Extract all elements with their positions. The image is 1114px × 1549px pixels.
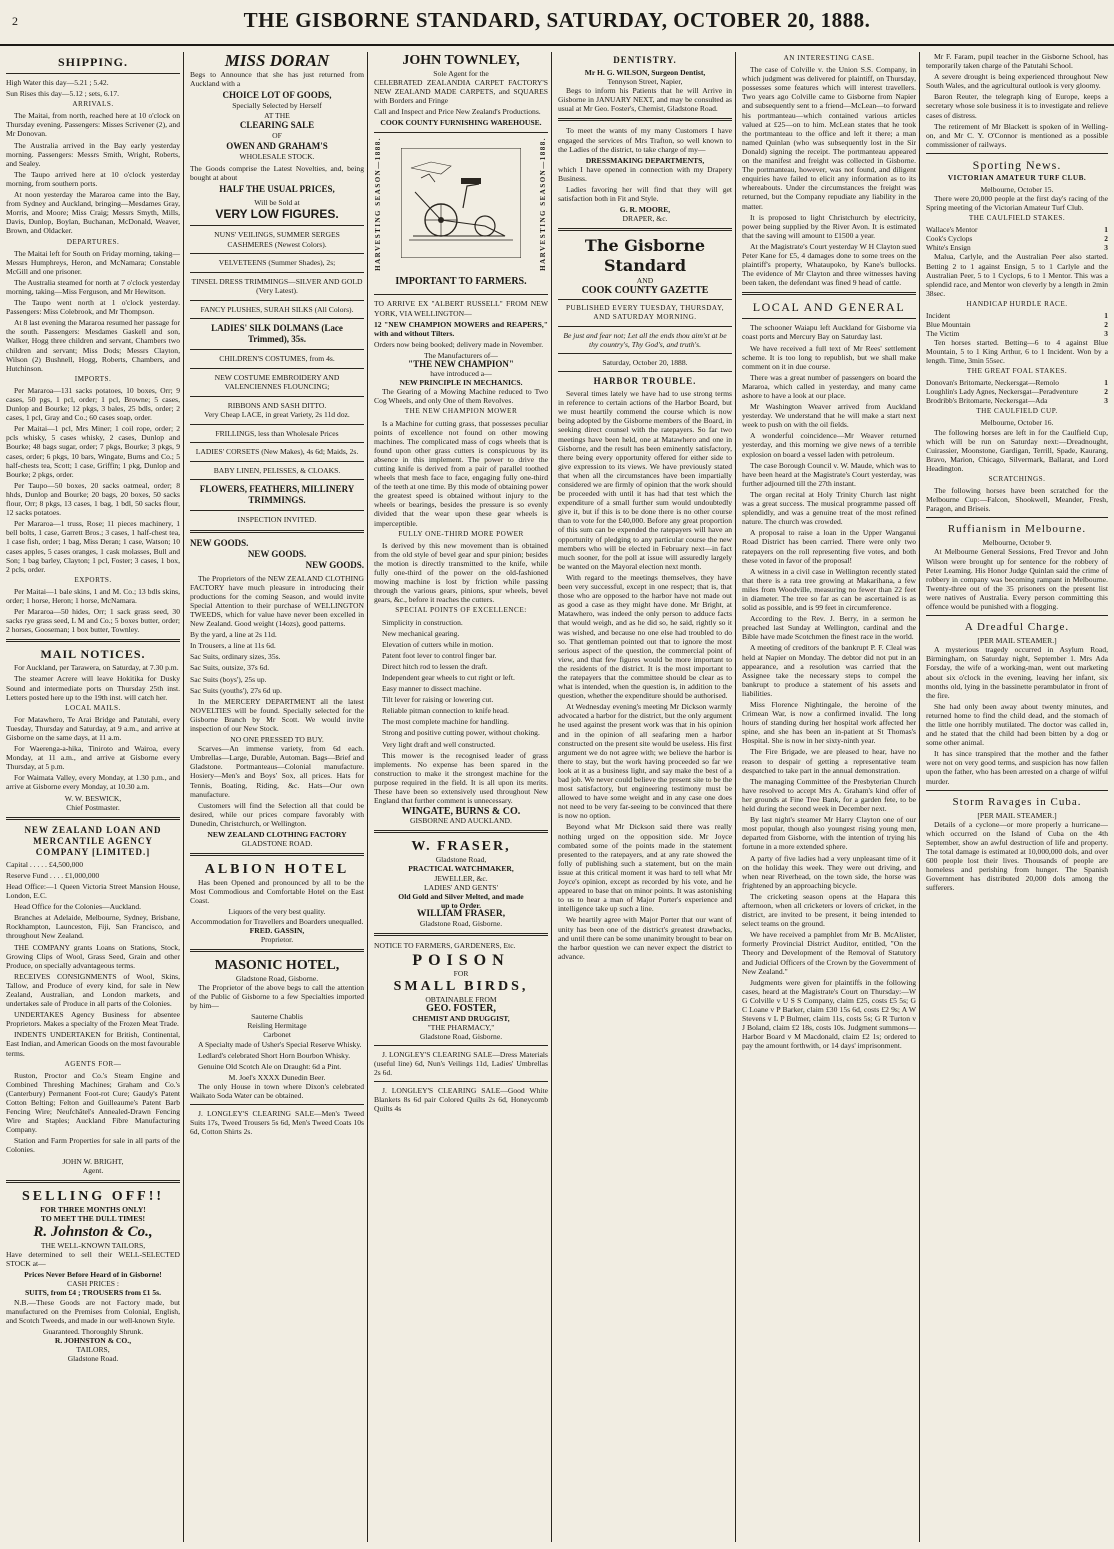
special-point: Simplicity in construction. <box>382 617 463 627</box>
fraser-ladies: LADIES' AND GENTS' <box>423 882 499 892</box>
doran-intro: Begs to Announce that she has just returned from Auckland with a <box>190 70 364 89</box>
doran-half: HALF THE USUAL PRICES, <box>219 184 335 195</box>
horse-place: 2 <box>1104 319 1108 329</box>
selling-cash: CASH PRICES : <box>67 1279 119 1289</box>
local-item: A witness in a civil case in Wellington recently stated that there is a rata tree growing at Makarihana, a few miles from Woodville, measuring no fewer than 22 feet in diameter. The tree so far as can be ascertained is as solid as possible, and is 99 feet in circumference. <box>742 566 916 613</box>
horse-name: Incident <box>926 310 951 320</box>
loan-body: INDENTS UNDERTAKEN for British, Continental, East Indian, and American Goods on the most favourable terms. <box>6 1030 180 1058</box>
johnston-trade: TAILORS, <box>76 1344 110 1354</box>
local-item: We have received a full text of Mr Rees' settlement scheme. It is too long to republish, but we shall make comment on it in due course. <box>742 343 916 371</box>
selling-nb: N.B.—These Goods are not Factory made, but manufactured on the Premises from Colonial, English, and Scotch Tweeds, and made in our well-known Style. <box>6 1297 180 1325</box>
selling-body: Have determined to sell their WELL-SELECTED STOCK at— <box>6 1250 180 1269</box>
local-item: The managing Committee of the Presbyterian Church have resolved to accept Mrs A. Graham's kind offer of her grounds at Fine Tree Bank, for a garden fete, to be held during the second week in December next. <box>742 776 916 814</box>
new-goods-price: In Trousers, a line at 11s 6d. <box>190 641 276 651</box>
moore-body: To meet the wants of my many Customers I have engaged the services of Mrs Trafton, so well known to the Ladies of the district, to take charge of my— <box>558 126 732 154</box>
local-item: The Fire Brigade, we are pleased to hear, have no reason to despair of getting a representative team despatched to take part in the annual demonstration. <box>742 747 916 775</box>
gazette-date: Saturday, October 20, 1888. <box>602 357 688 367</box>
fraser-order: up to Order. <box>440 900 481 910</box>
departures-heading: DEPARTURES. <box>66 237 120 246</box>
charge-heading: A Dreadful Charge. <box>964 621 1070 634</box>
albion-proprietor: Proprietor. <box>260 934 294 944</box>
case-paragraph: The case of Colville v. the Union S.S. Company, in which judgment was delivered for plaintiff, on Thursday, possesses some features which will interest travellers. Two years ago Colville came to Gisborne from Napier and subsequently sent to a friend—McLean—to forward his portmanteau—which contained various articles valued at £25—on to him. McLean states that he took the portmanteau to the office and left it there; a man named Quinlan (who was subsequently lost in the Sir Donald) signing the receipt. The portmanteau appeared on the manifest and freight was collected in Gisborne. The portmanteau, however, was not found, and diligent enquiries have failed to elicit any information as to its whereabouts. Under the circumstances the freight was returned, but the Company repudiate any liability in the matter. <box>742 65 916 211</box>
masthead <box>0 0 1114 46</box>
longley-sale: J. LONGLEY'S CLEARING SALE—Men's Tweed Suits 17s, Tweed Trousers 5s 6d, Men's Tweed Coats 10s 6d, Cotton Shirts 2s. <box>190 1109 364 1137</box>
horse-place: 1 <box>1104 310 1108 320</box>
fraser-gold: Old Gold and Silver Melted, and made <box>398 891 524 901</box>
divider <box>190 949 364 952</box>
hurdle-results <box>926 311 1108 338</box>
imports-heading: IMPORTS. <box>74 374 112 383</box>
masthead-title: THE GISBORNE STANDARD, SATURDAY, OCTOBER 20, 1888. <box>243 8 871 32</box>
selling-off-heading: SELLING OFF!! <box>21 1188 165 1204</box>
gazette-published: PUBLISHED EVERY TUESDAY, THURSDAY, AND SATURDAY MORNING. <box>565 303 725 321</box>
page-number: 2 <box>12 14 18 28</box>
import-item: Per Taupo—50 boxes, 20 sacks oatmeal, order; 8 hhds, Dunlop and Bourke; 20 bags, 20 boxes, 50 sacks flour, Orr; 8 pkgs, 13 cases, 1 bag, 1 bdl, 50 sacks flour, 12 sacks potatoes. <box>6 480 180 518</box>
agent-name: JOHN W. BRIGHT, <box>62 1156 124 1166</box>
horse-place: 3 <box>1104 396 1108 406</box>
albion-body: Has been Opened and pronounced by all to be the Most Commodious and Comfortable Hotel on the East Coast. <box>190 878 364 906</box>
local-mails-heading: LOCAL MAILS. <box>65 703 121 712</box>
loan-body: Head Office for the Colonies—Auckland. <box>14 902 142 912</box>
harbor-paragraph: Beyond what Mr Dickson said there was really nothing urged on the opposition side. Mr Joyce combated some of the points made in the statement presented to the ratepayers, and at any rate showed the folly of publishing such a statement, but on the main issue at this critical moment it was hard to tell what Mr Joyce's opinion, except as recorded by his vote, and he appeared to base that on minor points. It was astonishing to us to hear a man of Major Porter's experience and intelligence take up such a line. <box>558 822 732 914</box>
foster-pharmacy: "THE PHARMACY," <box>427 1022 495 1032</box>
mail-notices-heading: MAIL NOTICES. <box>40 647 146 662</box>
doran-line: OWEN AND GRAHAM'S <box>226 140 328 151</box>
local-item: The organ recital at Holy Trinity Church last night was a great success. The musical programme passed off splendidly, and was a genuine treat of the most refined nature. The church was crowded. <box>742 489 916 527</box>
horse-place: 1 <box>1104 225 1108 235</box>
export-item: Per Maitai—1 bale skins, 1 and M. Co.; 13 bdls skins, order; 1 horse, Heron; 1 horse, McNamara. <box>6 586 180 605</box>
arrival-item: The Australia arrived in the Bay early yesterday morning. Passengers: Messrs Smith, Wright, Roberts, and Sealey. <box>6 140 180 168</box>
postmaster-name: W. W. BESWICK, <box>64 793 122 803</box>
manufacturers-line: The Manufacturers of— <box>424 350 498 360</box>
caulfield-cup-body: The following horses are left in for the Caulfield Cup, which will be run on Saturday next:—Dreadnought, Cuirassier, Moonstone, Gardigan, Terrill, Spade, Kaurang, Bravo, Marion, Chicago, Silvermark, Ballarat, and Lord Headington. <box>926 427 1108 473</box>
albion-liquors: Liquors of the very best quality. <box>228 907 326 917</box>
special-point: Elevation of cutters while in motion. <box>382 639 494 649</box>
mower-final: This mower is the recognised leader of grass implements. No expense has been spared in the construction to make it the strongest machine for the purpose required in the field. It is all upon its merits. These have been so extensively used throughout New England that further comment is unnecessary. <box>374 750 548 806</box>
moore-connection: which I have opened in connection with my Drapery Business. <box>558 164 732 183</box>
doran-item: CASHMERES (Newest Colors). <box>227 239 327 249</box>
local-item: A meeting of creditors of the bankrupt P. F. Cleal was held at Napier on Monday. The debtor did not put in an appearance, and a resolution was carried that the Assignee take the necessary steps to compel the bankrupt to produce a statement of his assets and liabilities. <box>742 643 916 698</box>
doran-item: CHILDREN'S COSTUMES, from 4s. <box>219 354 335 364</box>
townley-call: Call and Inspect and Price New Zealand's Productions. <box>374 107 541 117</box>
masonic-wine: Reisling Hermitage <box>247 1021 307 1031</box>
scratchings-body: The following horses have been scratched for the Melbourne Cup:—Falcon, Shookwell, Meander, Fresh, Paragon, and Briseis. <box>926 486 1108 514</box>
new-goods-price: Sac Suits, ordinary sizes, 35s. <box>190 652 281 662</box>
horse-name: White's Ensign <box>926 243 971 253</box>
dentist-address: Tennyson Street, Napier, <box>607 77 683 87</box>
longley-sale: J. LONGLEY'S CLEARING SALE—Dress Materials (useful line) 6d, Nun's Veilings 11d, Ladies' Umbrellas 2s 6d. <box>374 1049 548 1077</box>
arrivals-heading: ARRIVALS. <box>72 100 114 109</box>
column-rule <box>367 52 368 1542</box>
horse-name: Wallace's Mentor <box>926 225 978 235</box>
import-item: Per Mararoa—1 truss, Rose; 11 pieces machinery, 1 bell bolts, 1 case, Garrett Bros.; 3 cases, 1 half-chest tea, 1 case fish, order; 1 bag, Miss Deran; 1 case, Watson; 10 cases apples, 5 cases oranges, 1 cask molasses, Bull and Son; 1 bag barley, Clayton; 1 pcl, Foster; 3 cases, 1 box, 2 pcls, order. <box>6 519 180 574</box>
masonic-footer: The only House in town where Dixon's celebrated Waikato Soda Water can be obtained. <box>190 1081 364 1100</box>
champion-gearing: The Gearing of a Mowing Machine reduced to Two Cog Wheels, and only One of them Revolves. <box>374 387 548 406</box>
horse-name: Cook's Cyclops <box>926 234 973 244</box>
masonic-wine: Carbonet <box>263 1030 291 1040</box>
loan-body: THE COMPANY grants Loans on Stations, Stock, Growing Clips of Wool, Grass Seed, Grain and other Produce, on specially advantageous terms. <box>6 942 180 970</box>
caulfield-cup-heading: THE CAULFIELD CUP. <box>976 407 1058 416</box>
doran-line: AT THE <box>264 110 290 120</box>
export-item: Per Mararoa—50 hides, Orr; 1 sack grass seed, 30 sacks rye grass seed, L M and Co.; 5 boxes butter, order; 2 horses, Gooseman; 1 box butter, Townley. <box>6 607 180 635</box>
doran-item: FANCY PLUSHES, SURAH SILKS (All Colors). <box>200 304 354 314</box>
divider <box>6 1180 180 1183</box>
special-point: Reliable pitman connection to knife head. <box>382 706 509 716</box>
doran-item: LADIES' CORSETS (New Makes), 4s 6d; Maids, 2s. <box>195 447 359 457</box>
agents-body: Ruston, Proctor and Co.'s Steam Engine and Combined Threshing Machines; Graham and Co.'s (Canterbury) Permanent Foot-rot Cure; Gaudy's Patent Cotton Belting; Felton and Guilleaume's Patent Barb Fencing Wire; Neufchâtel's Annealed-Drawn Fencing Wire and Staples; Auckland Fibre Manufacturing Company. <box>6 1070 180 1135</box>
doran-item: NEW COSTUME EMBROIDERY AND VALENCIENNES FLOUNCING; <box>214 372 340 392</box>
departure-item: At 8 last evening the Mararoa resumed her passage for the south. Passengers: Mesdames Gaskell and son, Walker, Hogg three children and servant, Chambers two children and servant; Miss Dods; Messrs Clayton, Wilson (2) Bushnell, Hogg, Roberts, Chambers, and Hutchinson. <box>6 318 180 373</box>
champion-principle: NEW PRINCIPLE IN MECHANICS. <box>399 378 523 388</box>
column-1 <box>6 52 180 1542</box>
import-item: Per Maitai—1 pcl, Mrs Miner; 1 coil rope, order; 2 pcls whisky, 5 cases whisky, 2 cases, Dunlop and Bourke; 48 bags sugar, order; 7 pkgs, Bourke; 3 pkgs, 9 cases, order; 6 pkgs, 10 bars, Wingate, Burns and Co.; 5 half-chests tea, Scott; 1 case, Griffin; 1 pkg, Dunlop and Bourke; 2 pkgs, order. <box>6 424 180 479</box>
loan-company-heading: NEW ZEALAND LOAN AND MERCANTILE AGENCY COMPANY [LIMITED.] <box>24 824 162 857</box>
albion-sign: FRED. GASSIN, <box>249 925 305 935</box>
townley-house: COOK COUNTY FURNISHING WAREHOUSE. <box>380 118 542 128</box>
exports-heading: EXPORTS. <box>74 575 112 584</box>
harvest-label-right: HARVESTING SEASON—1888. <box>538 136 547 271</box>
harbor-paragraph: At Wednesday evening's meeting Mr Dickson warmly advocated a harbor for the district, but the only argument he used against the present work was that in his opinion and in the opinion of all seafaring men a harbor constructed on the present site would be useless. His first argument we do not agree with; we believe the harbor is there to stay, but the work having proceeded so far we look at it as a business light, and say make the best of a bad job. We never could believe the present site to be the most satisfactory, but engineering testimony must be allowed to have some weight and in any case one does not need to be very far-seeing to be convinced that there is now no option. <box>558 702 732 821</box>
poison-for: FOR <box>453 969 469 979</box>
new-goods-price: By the yard, a line at 2s 11d. <box>190 630 277 640</box>
special-point: Patent foot lever to control finger bar. <box>382 650 497 660</box>
mail-item: For Auckland, per Tarawera, on Saturday, at 7.30 p.m. <box>14 663 179 673</box>
local-item: Judgments were given for plaintiffs in the following cases, heard at the Magistrate's Court on Thursday:—W G Colville v U S S Company, claim £25, costs £5 5s; G C Loane v P Barker, claim £30 15s 6d, costs £2 9s; A W Stevens v L P Bulmer, claim 11s, costs 5s; G R Turton v J Boland, claim £2 18s, costs 10s. Judgment summons—Harbor Board v M Macdonald, claim £2 1s; ordered to pay the amount forthwith, or 14 days' imprisonment. <box>742 977 916 1051</box>
moore-sign: G. R. MOORE, <box>619 205 671 215</box>
harbor-paragraph: We heartily agree with Major Porter that our want of unity has been one of the district's greatest drawbacks, and until there can be some unanimity brought to bear on the harbor question we can never expect the district to advance. <box>558 915 732 961</box>
column-rule <box>183 52 184 1542</box>
vrc-date: Melbourne, October 15. <box>980 185 1054 195</box>
horse-place: 2 <box>1104 387 1108 397</box>
tide-line: High Water this day—5.21 ; 5.42. <box>6 78 109 87</box>
wingate-heading: WINGATE, BURNS & CO. <box>401 806 521 818</box>
column-3 <box>374 52 548 1542</box>
divider <box>190 530 364 533</box>
scratchings-heading: SCRATCHINGS. <box>988 475 1046 483</box>
mail-item: The steamer Acrere will leave Hokitika for Dusky Sound and intermediate ports on Thursday 25th inst. Letters posted here up to the 19th inst. will catch her. <box>6 674 180 702</box>
townley-heading: JOHN TOWNLEY, <box>402 53 520 68</box>
agent-title: Agent. <box>82 1165 104 1175</box>
new-goods-pressed: NO ONE PRESSED TO BUY. <box>230 735 324 745</box>
local-item: There was a great number of passengers on board the Mararoa, which called in yesterday, and many came ashore to have a look at our place. <box>742 372 916 400</box>
import-item: Per Mararoa—131 sacks potatoes, 10 boxes, Orr; 9 cases, 50 pgs, 1 pcl, order; 1 pcl, Browne; 5 cases, Dunlop and Bourke; 12 pkgs, 3 bales, 25 bdls, order; 2 cases, 1 pcl, Gray and Co.; 60 cases soap, order. <box>6 385 180 423</box>
doran-line: WHOLESALE STOCK. <box>239 151 315 161</box>
farmers-heading: IMPORTANT TO FARMERS. <box>395 276 527 288</box>
doran-item: NUNS' VEILINGS, SUMMER SERGES <box>214 230 340 240</box>
johnston-firm: R. Johnston & Co., <box>33 1223 153 1240</box>
gazette-cook: COOK COUNTY GAZETTE <box>581 284 709 296</box>
stakes-note: Malua, Carlyle, and the Australian Peer also started. Betting 2 to 1 against Ensign, 5 to 1 Carlyle and the Australian Peer, 5 to 1 Cyclops, 6 to 1 Mentor. This was a splendid race, and Mentor won cleverly by a length in 2min 38sec. <box>926 252 1108 298</box>
loan-footer: Station and Farm Properties for sale in all parts of the Colonies. <box>6 1136 180 1155</box>
doran-line: CHOICE LOT OF GOODS, <box>222 90 332 101</box>
masonic-hotel-heading: MASONIC HOTEL, <box>214 957 340 973</box>
masonic-draught: Genuine Old Scotch Ale on Draught: 6d a Pint. <box>198 1061 342 1071</box>
charge-sub: [PER MAIL STEAMER.] <box>977 636 1057 646</box>
new-goods-price: Sac Suits, outsize, 37s 6d. <box>190 663 270 673</box>
divider <box>6 639 180 642</box>
sun-line: Sun Rises this day—5.12 ; sets, 6.17. <box>6 89 120 99</box>
special-point: Very light draft and well constructed. <box>382 739 496 749</box>
gazette-title: The Gisborne Standard <box>584 236 706 276</box>
local-item: By last night's steamer Mr Harry Clayton one of our most popular, though also youngest rising young men, departed from Gisborne, with the intention of trying his fortune in a more extended sphere. <box>742 815 916 852</box>
mail-item: For Matawhero, Te Arai Bridge and Patutahi, every Tuesday, Thursday and Saturday, at 9 a.m., and arrive at Gisborne on the same days, at 11 a.m. <box>6 714 180 742</box>
fraser-jeweller: JEWELLER, &c. <box>434 873 488 883</box>
dentistry-heading: DENTISTRY. <box>613 55 677 65</box>
ruffianism-body: At Melbourne General Sessions, Fred Trevor and John Wilson were brought up for sentence for the robbery of Peter Leaming. His Honor Judge Quinlan said the crime of robbery in company was becoming rampant in Melbourne. Twenty-three out of the 35 prisoners on the present list were natives of Australia. Every person committing this offence would be punished with a flogging. <box>926 547 1108 612</box>
doran-item: FRILLINGS, less than Wholesale Prices <box>215 428 339 438</box>
divider <box>190 225 364 226</box>
new-goods-price: Sac Suits (youths'), 27s 6d up. <box>190 685 282 695</box>
fraser-trade: PRACTICAL WATCHMAKER, <box>408 864 514 874</box>
shipping-heading: SHIPPING. <box>57 55 128 69</box>
arrival-item: The Maitai, from north, reached here at 10 o'clock on Thursday evening. Passengers: Misses Scrivener (2), and Mr Donovan. <box>6 111 180 139</box>
harbor-paragraph: Several times lately we have had to use strong terms in reference to certain actions of the Harbor Board, but we must heartily commend the course which is now being adopted by the Gisborne members of the Board, in seeking direct counsel with the ratepayers. So far two meetings have been held, one at Matawhero and one in Gisborne, and the result has been eminently satisfactory, there being every opportunity offered for either side to give expression to its views. We have previously stated that when all the circumstances have been impartially considered we are firmly of opinion that the work should be proceeded with until it has had that test which the expenditure of a small further sum would undoubtedly give it, but if this is to be done there is no other course than to vote for the £40,000. Before any great proportion of this sum can be expended the ratepayers will have an opportunity of pledging to any particular course the new members who will be elected in February next—in fact much sooner, for the poll at issue will assuredly largely be wanted on the Mayoral election next month. <box>558 389 732 571</box>
selling-guarantee: Guaranteed. Thoroughly Shrunk. <box>42 1326 144 1336</box>
departure-item: The Australia steamed for north at 7 o'clock yesterday morning, taking—Miss Ferguson, and Mr Hewitson. <box>6 277 180 296</box>
fraser-heading: W. FRASER, <box>411 839 511 855</box>
doran-item: FLOWERS, FEATHERS, MILLINERY TRIMMINGS. <box>199 484 355 506</box>
divider <box>6 817 180 820</box>
special-point: The most complete machine for handling. <box>382 717 509 727</box>
column-6 <box>926 52 1108 1542</box>
horse-name: The Victim <box>926 328 960 338</box>
doran-line: CLEARING SALE <box>239 120 315 131</box>
storm-sub: [PER MAIL STEAMER.] <box>977 810 1057 820</box>
local-item: The schooner Waiapu left Auckland for Gisborne via coast ports and Mercury Bay on Saturday last. <box>742 323 916 342</box>
moore-trade: DRAPER, &c. <box>622 214 668 224</box>
horse-name: Donovan's Britomarte, Neckersgat—Remolo <box>926 378 1059 388</box>
clothing-factory-name: NEW ZEALAND CLOTHING FACTORY <box>207 830 347 839</box>
special-point: New mechanical gearing. <box>382 628 460 638</box>
fully-heading: FULLY ONE-THIRD MORE POWER <box>398 529 524 538</box>
charge-paragraph: It has since transpired that the mother and the father were not on very good terms, and suspicion has now fallen upon the father, who has been arrested on a charge of wilful murder. <box>926 749 1108 786</box>
mower-heading: THE NEW CHAMPION MOWER <box>404 407 518 416</box>
arrival-item: The Taupo arrived here at 10 o'clock yesterday morning, from southern ports. <box>6 169 180 188</box>
moore-ladies: Ladies favoring her will find that they will get satisfaction both in Fit and Style. <box>558 185 732 204</box>
divider <box>6 73 180 74</box>
doran-item: BABY LINEN, PELISSES, & CLOAKS. <box>213 465 341 475</box>
special-point: Strong and positive cutting power, without choking. <box>382 728 540 738</box>
harbor-paragraph: With regard to the meetings themselves, they have been very successful, except in one respect; that is, that those who are opposed to the harbor have not made out as good a case as they might have done. Mr Bright, at Matawhero, was indeed the only person to adduce facts that would weigh, and as he did so, he said, rightly so it was wished, and because no one else had troubled to do so. That gentleman pointed out that to ignore the most serious aspect of the question, the commercial point of view, and that few figures would be more important to the residents of the district. It is the most important to the ratepayers that the committee should be clear as to what is intended, when the question is, in addition to the question, whether the expenditure should be authorised. <box>558 572 732 701</box>
new-goods-title: NEW GOODS. <box>190 537 249 548</box>
orders-notice: Orders now being booked; delivery made in November. <box>374 339 544 349</box>
doran-invite: INSPECTION INVITED. <box>237 515 317 525</box>
selling-meet: TO MEET THE DULL TIMES! <box>40 1213 146 1223</box>
wingate-sub: GISBORNE AND AUCKLAND. <box>410 816 512 826</box>
johnston-road: Gladstone Road. <box>67 1354 119 1364</box>
column-2 <box>190 52 364 1542</box>
charge-paragraph: A mysterious tragedy occurred in Asylum Road, Birmingham, on Saturday night, September 1. Mrs Ada Forsday, the wife of a working-man, went out marketing about six o'clock in the evening, leaving her infant, six months old, lying in the bassinette perambulator in front of the fire. <box>926 645 1108 700</box>
champion-introduced: have introduced a— <box>430 369 492 379</box>
selling-prices: Prices Never Before Heard of in Gisborne! <box>24 1270 162 1280</box>
charge-paragraph: She had only been away about twenty minutes, and returned home to find the child dead, and the stomach of the little one horribly mutilated. The doctor was called in, and he stated that the child had been bitten by a dog or some other animal. <box>926 701 1108 748</box>
doran-item: TINSEL DRESS TRIMMINGS—SILVER AND GOLD (Very Latest). <box>191 276 363 296</box>
masonic-special: A Specialty made of Usher's Special Reserve Whisky. <box>198 1039 362 1049</box>
special-point: Easy manner to dissect machine. <box>382 684 482 694</box>
local-item: A proposal to raise a loan in the Upper Wanganui Road District has been carried. There were only two ratepayers on the roll representing five votes, and both these voted in favor of the proposal! <box>742 528 916 565</box>
local-general-heading: LOCAL AND GENERAL <box>752 300 906 315</box>
new-goods-customers: Customers will find the Selection all that could be desired, while our prices compare favorably with Dunedin, Christchurch, or Wellington. <box>190 800 364 828</box>
foster-trade: CHEMIST AND DRUGGIST, <box>412 1013 510 1023</box>
harvest-label-left: HARVESTING SEASON—1888. <box>374 136 382 271</box>
doran-low: VERY LOW FIGURES. <box>215 207 339 222</box>
fraser-sign: WILLIAM FRASER, <box>416 908 506 919</box>
special-point: Tilt lever for raising or lowering cut. <box>382 695 494 705</box>
hurdle-note: Ten horses started. Betting—6 to 4 against Blue Mountain, 5 to 1 King Arthur, 6 to 1 Incident. Won by a length. Time, 3min 55sec. <box>926 337 1108 366</box>
doran-text: The Goods comprise the Latest Novelties, and, being bought at about <box>190 164 364 183</box>
local-item: Miss Florence Nightingale, the heroine of the Crimean War, is now a confirmed invalid. The long hours of standing during her hospital work affected her spine, and she has been an in-patient at St Thomas's Hospital. She is now in her sixty-ninth year. <box>742 700 916 746</box>
horse-place: 2 <box>1104 234 1108 244</box>
storm-heading: Storm Ravages in Cuba. <box>952 795 1082 808</box>
special-points-heading: SPECIAL POINTS OF EXCELLENCE: <box>395 606 527 615</box>
local-item: Baron Reuter, the telegraph king of Europe, keeps a secretary whose sole business it is to investigate and relieve cases of distress. <box>926 92 1108 120</box>
masonic-road: Gladstone Road, Gisborne. <box>235 973 319 983</box>
moore-dept: DRESSMAKING DEPARTMENTS, <box>585 155 705 165</box>
loan-reserve: Reserve Fund . . . . £1,000,000 <box>6 870 100 880</box>
horse-name: Loughlin's Lady Agnes, Neckersgat—Peradventure <box>926 387 1078 397</box>
doran-item: RIBBONS AND SASH DITTO. <box>227 400 327 410</box>
case-paragraph: At the Magistrate's Court yesterday W H Clayton sued Peter Kane for £5, 4 damages done to some trees on the plaintiff's property, Whataupoko, by Kane's bullocks. The evidence of Mr Clayton and three witnesses having been taken, the defendant was fined 9 head of cattle. <box>742 241 916 288</box>
fraser-road: Gladstone Road, <box>435 855 487 865</box>
new-goods-title: NEW GOODS. <box>247 548 307 559</box>
postmaster-title: Chief Postmaster. <box>66 802 120 812</box>
horse-name: Brodribb's Britomarte, Neckersgat—Ada <box>926 396 1048 406</box>
stakes-results <box>926 225 1108 252</box>
column-4 <box>558 52 732 1542</box>
ruffianism-heading: Ruffianism in Melbourne. <box>947 523 1087 536</box>
clothing-factory-road: GLADSTONE ROAD. <box>241 839 313 849</box>
foster-name: GEO. FOSTER, <box>426 1003 496 1015</box>
poison-heading: POISON <box>412 952 510 970</box>
doran-will: Will be Sold at <box>254 198 300 208</box>
local-item: The cricketing season opens at the Hapara this afternoon, when all cricketers or lovers of cricket, in the district, are invited to be present, it being intended to select teams on the ground. <box>742 891 916 929</box>
doran-heading: MISS DORAN <box>224 52 330 70</box>
harbor-heading: HARBOR TROUBLE. <box>593 376 697 387</box>
local-item: Mr Washington Weaver arrived from Auckland yesterday. We understand that he will make a start next week to push on with the oil fields. <box>742 402 916 430</box>
horse-place: 1 <box>1104 378 1108 388</box>
johnston-tag: THE WELL-KNOWN TAILORS, <box>40 1240 146 1250</box>
loan-office: Head Office:—1 Queen Victoria Street Mansion House, London, E.C. <box>6 881 180 901</box>
albion-accom: Accommodation for Travellers and Boarders unequalled. <box>190 916 364 926</box>
fully-body: Is derived by this new movement than is obtained from the old style of bevel gear and spur pinion; besides the motion is directly transmitted to the knife, while fully one-third of the power on the old-fashioned mowing machine is lost by friction while passing through the various gears, pinions, spur wheels, bevel gears, &c., before it reaches the cutters. <box>374 540 548 605</box>
hurdle-heading: HANDICAP HURDLE RACE. <box>966 299 1068 308</box>
doran-item: VELVETEENS (Summer Shades), 2s; <box>218 258 336 268</box>
special-point: Independent gear wheels to cut right or left. <box>382 672 515 682</box>
local-item: According to the Rev. J. Berry, in a sermon he preached last Sunday at Wellington, cardinal and the Bible have made Scotchmen the finest race in the world. <box>742 614 916 642</box>
arrival-item: At noon yesterday the Mararoa came into the Bay, from Sydney and Auckland, bringing—Mesdames Gray, Morris, and Moore; Miss Craig; Messrs Smyth, Mills, Davis, Dunlop, Boylan, Buchanan, McDonald, Weaver, Brown, and Oldacker. <box>6 190 180 236</box>
local-item: Mr F. Faram, pupil teacher in the Gisborne School, has temporarily taken charge of the Patutahi School. <box>926 52 1108 71</box>
case-heading: AN INTERESTING CASE. <box>783 54 875 62</box>
local-item: The case Borough Council v. W. Maude, which was to have been heard at the Magistrate's Court yesterday, was further adjourned till the 27th instant. <box>742 460 916 488</box>
case-paragraph: It is proposed to light Christchurch by electricity, power being supplied by the River Avon. It is estimated that the saving will amount to £1500 a year. <box>742 212 916 240</box>
caulfield-cup-date: Melbourne, October 16. <box>980 418 1054 428</box>
gazette-motto: Be just and fear not; Let all the ends thou aim'st at be thy country's, Thy God's, and truth's. <box>563 330 727 349</box>
gazette-and: AND <box>636 276 654 286</box>
horse-place: 3 <box>1104 243 1108 253</box>
foal-results <box>926 378 1108 405</box>
masonic-body: The Proprietor of the above begs to call the attention of the Public of Gisborne to a few Specialties imported by him— <box>190 982 364 1011</box>
new-goods-list: Scarves—An immense variety, from 6d each. Umbrellas—Large, Durable, Automan. Bags—Brief and Gladstone. Portmanteaus—Colonial manufacture. Hosiery—Men's and Boys' Sox, all prices. Hats for Tennis, Boating, Riding, &c. Hats—Our own manufacture. <box>190 744 364 799</box>
johnston-sign: R. JOHNSTON & CO., <box>54 1335 132 1345</box>
notice-farmers: NOTICE TO FARMERS, GARDENERS, Etc. <box>374 941 516 951</box>
divider <box>190 853 364 856</box>
mower-illustration <box>401 148 521 258</box>
masonic-bourbon: Ledlard's celebrated Short Horn Bourbon Whisky. <box>198 1050 351 1060</box>
vrc-body: There were 20,000 people at the first day's racing of the Spring meeting of the Victorian Amateur Turf Club. <box>926 194 1108 213</box>
doran-line: Specially Selected by Herself <box>232 101 322 111</box>
horse-name: Blue Mountain <box>926 319 971 329</box>
doran-item: Very Cheap LACE, in great Variety, 2s 11d doz. <box>204 410 350 420</box>
new-goods-mercery: In the MERCERY DEPARTMENT all the latest NOVELTIES will be found. Specially selected for the Gisborne Branch by Mr Scott. We would invite inspection of our New Stock. <box>190 696 364 733</box>
gazette-nameplate <box>558 236 732 372</box>
mail-item: For Waimata Valley, every Monday, at 1.30 p.m., and arrive at Gisborne every Monday, at 10.30 a.m. <box>6 773 180 792</box>
column-rule <box>551 52 552 1542</box>
agents-heading: AGENTS FOR— <box>64 1059 122 1068</box>
departure-item: The Taupo went north at 1 o'clock yesterday. Passengers: Miss Colebrook, and Mr Thompson. <box>6 298 180 317</box>
townley-body: CELEBRATED ZEALANDIA CARPET FACTORY'S NEW ZEALAND MADE CARPETS, and SQUARES with Borders and Fringe <box>374 78 548 106</box>
mower-body: Is a Machine for cutting grass, that possesses peculiar points of excellence not found on other mowing machines. The complicated mass of cogs wheels that is found upon other grass cutters is conspicuous by its absence in this implement. The power to drive the cutting knife is derived from a pair of parallel toothed wheels that mesh face to face, engaging fully one-third of the teeth at one time. By this mode of obtaining power the greatest speed is obtained without injury to the wheels or bearings, besides the pressure is so evenly divided that the wear upon these gear wheels is imperceptible. <box>374 418 548 528</box>
column-5 <box>742 52 916 1542</box>
dentist-body: Begs to inform his Patients that he will Arrive in Gisborne in JANUARY NEXT, and may be consulted as usual at Mr Geo. Foster's, Chemist, Gladstone Road. <box>558 86 732 114</box>
loan-capital: Capital . . . . . £4,500,000 <box>6 859 83 869</box>
arrive-mowers: 12 "NEW CHAMPION MOWERS and REAPERS," with and without Tilters. <box>374 319 548 338</box>
departure-item: The Maitai left for South on Friday morning, taking—Messrs Humphreys, Heron, and McNamara; Constable McGill and one prisoner. <box>6 248 180 276</box>
caulfield-stakes-heading: THE CAULFIELD STAKES. <box>968 214 1066 223</box>
townley-sub: Sole Agent for the <box>433 69 489 78</box>
new-goods-title: NEW GOODS. <box>305 559 364 570</box>
local-item: A severe drought is being experienced throughout New South Wales, and the agricultural outlook is very gloomy. <box>926 72 1108 91</box>
longley-sale: J. LONGLEY'S CLEARING SALE—Good White Blankets 8s 6d pair Colored Quilts 2s 6d, Honeycomb Quilts 4s <box>374 1086 548 1114</box>
new-goods-body: The Proprietors of the NEW ZEALAND CLOTHING FACTORY have much pleasure in introducing their productions for the coming Season, and would invite Special Attention to their purchase of WELLINGTON TWEEDS, which for value have never been excelled in New Zealand. Good weight (14ozs), good patterns. <box>190 573 364 629</box>
foster-road: Gladstone Road, Gisborne. <box>419 1031 503 1041</box>
new-goods-price: Sac Suits (boys'), 25s up. <box>190 674 267 684</box>
column-rule <box>919 52 920 1542</box>
fraser-sign-road: Gladstone Road, Gisborne. <box>419 919 503 929</box>
local-item: A party of five ladies had a very unpleasant time of it on the holiday this week. They were out driving, and when near Riverhead, on the town side, the horse was frightened by an approaching bicycle. <box>742 853 916 890</box>
albion-hotel-heading: ALBION HOTEL <box>204 862 350 878</box>
special-point: Direct hitch rod to lessen the draft. <box>382 661 488 671</box>
dentist-name: Mr H. G. WILSON, Surgeon Dentist, <box>584 68 706 77</box>
selling-sub: FOR THREE MONTHS ONLY! <box>40 1204 146 1214</box>
arrive-notice: TO ARRIVE EX "ALBERT RUSSELL" FROM NEW YORK, VIA WELLINGTON— <box>374 299 548 318</box>
mail-item: For Waerenga-a-hika, Tiniroto and Wairoa, every Monday, at 11 a.m., and arrive at Gisborne every Thursday, at 5 p.m. <box>6 744 180 772</box>
doran-item: LADIES' SILK DOLMANS (Lace Trimmed), 35s. <box>211 323 343 345</box>
poison-obtainable: OBTAINABLE FROM <box>425 995 497 1005</box>
champion-heading: "THE NEW CHAMPION" <box>408 358 514 369</box>
foal-stakes-heading: THE GREAT FOAL STAKES. <box>966 367 1068 376</box>
local-item: We have received a pamphlet from Mr B. McAlister, formerly Provincial District Auditor, entitled, "On the Theory and Development of the Removal of Statutory and Judicial Officers of the Crown by the Government of New Zealand." <box>742 930 916 976</box>
vrc-heading: VICTORIAN AMATEUR TURF CLUB. <box>947 173 1087 182</box>
local-item: A wonderful coincidence—Mr Weaver returned yesterday, and this morning we give news of a terrible explosion on board a vessel laden with petroleum. <box>742 431 916 459</box>
horse-place: 3 <box>1104 328 1108 338</box>
ruffianism-date: Melbourne, October 9. <box>982 538 1052 548</box>
loan-body: Branches at Adelaide, Melbourne, Sydney, Brisbane, Rockhampton, Launceston, Fiji, San Francisco, and throughout New Zealand. <box>6 913 180 941</box>
column-rule <box>735 52 736 1542</box>
storm-body: Details of a cyclone—or more properly a hurricane—which occurred on the Island of Cuba on the 4th September, show an awful destruction of life and property. The total damage is estimated at 10,000,000 dols, and over 600 people lost their lives. Thousands of people are homeless and perishing from hunger. The Spanish Government has distributed 20,000 dols among the sufferers. <box>926 819 1108 893</box>
poison-birds: SMALL BIRDS, <box>393 979 529 995</box>
doran-line: OF <box>272 131 282 141</box>
harvest-illustration <box>374 137 548 271</box>
sporting-heading: Sporting News. <box>972 157 1062 172</box>
loan-body: UNDERTAKES Agency Business for absentee Proprietors. Makes a specialty of the Frozen Meat Trade. <box>6 1010 180 1029</box>
loan-body: RECEIVES CONSIGNMENTS of Wool, Skins, Tallow, and Produce of every kind, for sale in New Zealand, Australian, and London markets, and undertakes sale of Produce in all parts of the Colonies. <box>6 971 180 1009</box>
masonic-wine: Sauterne Chablis <box>251 1012 303 1022</box>
selling-suits: SUITS, from £4 ; TROUSERS from £1 5s. <box>24 1288 162 1298</box>
local-item: The retirement of Mr Blackett is spoken of in Welling-on, and Mr C. Y. O'Connor is mentioned as a possible commissioner of railways. <box>926 121 1108 149</box>
masonic-beer: M. Joel's XXXX Dunedin Beer. <box>228 1072 326 1082</box>
